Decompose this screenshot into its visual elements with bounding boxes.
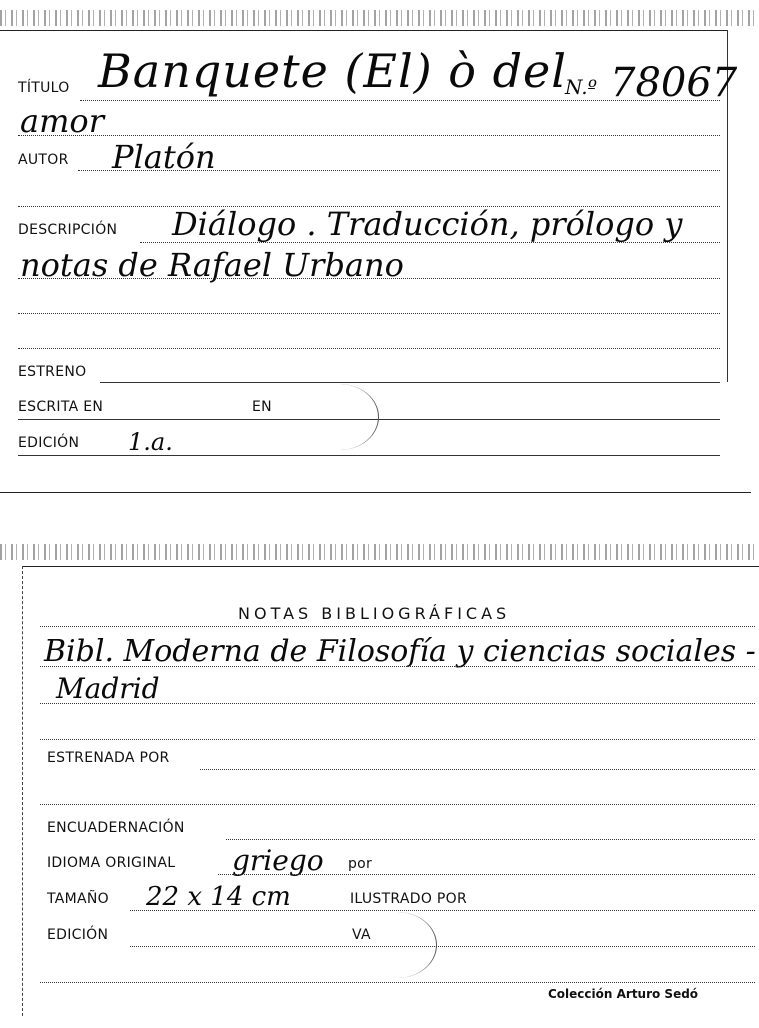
autor-line [78,170,720,171]
notas-line-1-rule [40,666,755,667]
titulo-label: TÍTULO [18,80,70,96]
en-label: EN [252,399,272,415]
escrita-label: ESCRITA EN [18,399,104,415]
numero-value: 78067 [610,60,738,106]
edicion-value: 1.a. [128,428,173,456]
estrenada-extra-line [40,804,755,805]
card-top-border [0,30,728,31]
footer-collection: Colección Arturo Sedó [548,987,699,1001]
notas-line-2-rule [40,703,755,704]
descripcion-line [140,242,720,243]
stamp-mark [300,384,379,450]
titulo-value: Banquete (El) ò del [98,44,567,98]
por-label: por [348,856,373,872]
idioma-value: griego [232,844,324,877]
card-bottom-border [0,492,751,493]
stamp-mark-2 [358,912,437,978]
edicion2-label: EDICIÓN [47,927,109,943]
card-top-edge-noise [0,10,759,26]
estrenada-label: ESTRENADA POR [47,750,170,766]
idioma-label: IDIOMA ORIGINAL [47,855,176,871]
va-label: VA [352,927,371,943]
estrenada-line [200,769,755,770]
autor-value: Platón [112,138,216,176]
tamano-line [130,910,755,911]
tamano-label: TAMAÑO [47,891,109,907]
edicion-line [18,455,720,456]
descripcion-extra-line-2 [18,348,720,349]
notas-heading-line [40,626,755,627]
idioma-line [218,874,755,875]
card2-left-border [22,566,23,1016]
notas-line-1: Bibl. Moderna de Filosofía y ciencias sociales - [44,634,756,669]
titulo-value-cont: amor [20,102,104,140]
edicion2-line [130,946,755,947]
titulo-line [80,100,720,101]
descripcion-value-cont: notas de Rafael Urbano [20,246,404,284]
numero-label: N.º [565,75,597,99]
notas-extra-rule [40,739,755,740]
encuadernacion-line [226,839,755,840]
card2-top-border [22,566,759,567]
ilustrado-label: ILUSTRADO POR [350,891,467,907]
notas-line-2: Madrid [56,672,160,705]
notas-heading: NOTAS BIBLIOGRÁFICAS [238,604,511,623]
bottom-extra-line [40,982,755,983]
estreno-label: ESTRENO [18,364,87,380]
descripcion-value: Diálogo . Traducción, prólogo y [172,205,683,243]
autor-label: AUTOR [18,152,69,168]
descripcion-extra-line-1 [18,313,720,314]
encuadernacion-label: ENCUADERNACIÓN [47,820,185,836]
descripcion-cont-line [18,278,720,279]
descripcion-label: DESCRIPCIÓN [18,222,118,238]
estreno-line [100,382,720,383]
titulo-cont-line [18,135,720,136]
card2-top-edge-noise [0,544,759,560]
tamano-value: 22 x 14 cm [146,882,291,912]
edicion-label: EDICIÓN [18,435,80,451]
